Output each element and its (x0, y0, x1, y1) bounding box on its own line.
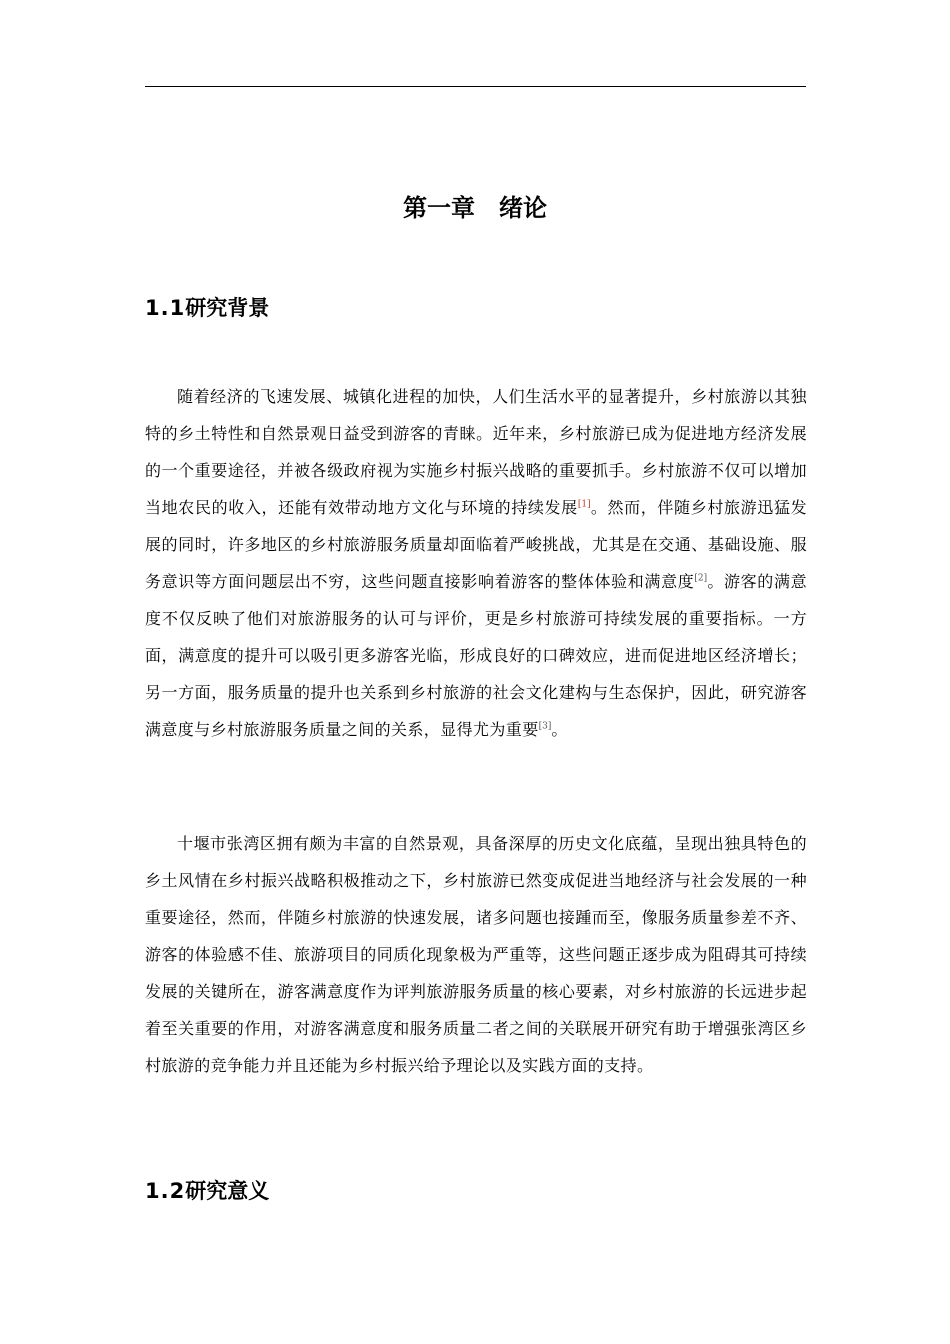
section-title: 研究背景 (185, 296, 270, 320)
section-heading-1-1 (145, 292, 269, 324)
section-title: 研究意义 (185, 1179, 270, 1203)
paragraph-background-2 (145, 825, 807, 1084)
paragraph-text: 。 (551, 720, 568, 739)
paragraph-text: 十堰市张湾区拥有颇为丰富的自然景观，具备深厚的历史文化底蕴，呈现出独具特色的乡土风情在乡村振兴战略积极推动之下，乡村旅游已然变成促进当地经济与社会发展的一种重要途径，然而，伴随乡村旅游的快速发展，诸多问题也接踵而至，像服务质量参差不齐、游客的体验感不佳、旅游项目的同质化现象极为严重等，这些问题正逐步成为阻碍其可持续发展的关键所在，游客满意度作为评判旅游服务质量的核心要素，对乡村旅游的长远进步起着至关重要的作用，对游客满意度和服务质量二者之间的关联展开研究有助于增强张湾区乡村旅游的竞争能力并且还能为乡村振兴给予理论以及实践方面的支持。 (145, 834, 807, 1075)
citation-link-3[interactable]: [3] (538, 721, 552, 732)
citation-link-1[interactable]: [1] (577, 499, 591, 510)
paragraph-text: 。游客的满意度不仅反映了他们对旅游服务的认可与评价，更是乡村旅游可持续发展的重要指标。一方面，满意度的提升可以吸引更多游客光临，形成良好的口碑效应，进而促进地区经济增长；另一方面，服务质量的提升也关系到乡村旅游的社会文化建构与生态保护，因此，研究游客满意度与乡村旅游服务质量之间的关系，显得尤为重要 (145, 572, 807, 739)
section-heading-1-2 (145, 1175, 269, 1207)
section-number: 1.2 (145, 1179, 186, 1203)
paragraph-text: 。然而，伴随乡村旅游迅猛发展的同时，许多地区的乡村旅游服务质量却面临着严峻挑战，尤其是在交通、基础设施、服务意识等方面问题层出不穷，这些问题直接影响着游客的整体体验和满意度 (145, 498, 807, 591)
header-rule (145, 86, 806, 87)
section-number: 1.1 (145, 296, 186, 320)
chapter-title: 第一章 绪论 (403, 194, 547, 222)
paragraph-background-1 (145, 378, 807, 748)
citation-link-2[interactable]: [2] (694, 573, 708, 584)
paragraph-text: 随着经济的飞速发展、城镇化进程的加快，人们生活水平的显著提升，乡村旅游以其独特的乡土特性和自然景观日益受到游客的青睐。近年来，乡村旅游已成为促进地方经济发展的一个重要途径，并被各级政府视为实施乡村振兴战略的重要抓手。乡村旅游不仅可以增加当地农民的收入，还能有效带动地方文化与环境的持续发展 (145, 387, 807, 517)
